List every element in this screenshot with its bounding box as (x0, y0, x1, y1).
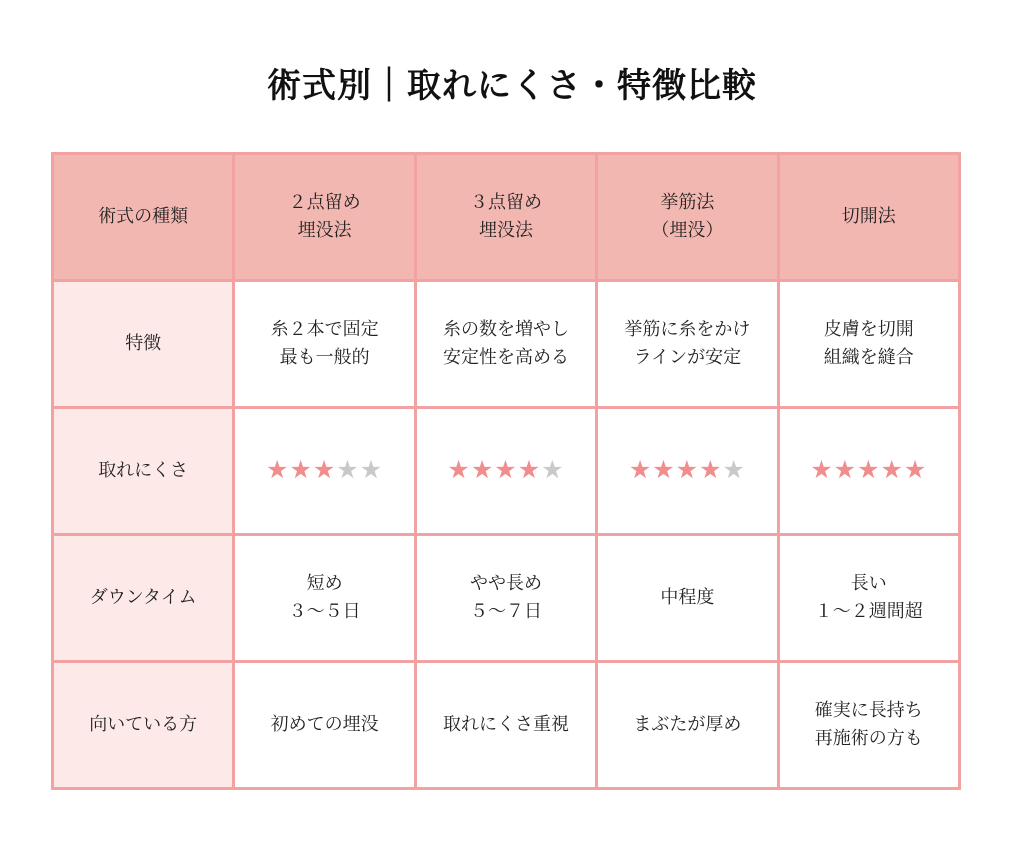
star-filled-icon: ★ (810, 455, 834, 484)
star-filled-icon: ★ (880, 455, 904, 484)
star-filled-icon: ★ (266, 455, 290, 484)
column-header: 切開法 (778, 154, 959, 281)
star-filled-icon: ★ (675, 455, 700, 484)
star-filled-icon: ★ (312, 455, 337, 484)
suited-for-cell: 初めての埋没 (234, 662, 415, 789)
feature-cell: 皮膚を切開 組織を縫合 (778, 281, 959, 408)
table-row (53, 281, 960, 408)
star-rating (629, 455, 746, 484)
rating-cell (778, 408, 959, 535)
row-header-features: 特徴 (53, 281, 234, 408)
star-rating (266, 455, 383, 484)
table-row (53, 535, 960, 662)
star-rating (447, 455, 564, 484)
star-filled-icon: ★ (289, 455, 313, 484)
downtime-cell: 長い １〜２週間超 (778, 535, 959, 662)
column-header: ２点留め 埋没法 (234, 154, 415, 281)
table-header-row (53, 154, 960, 281)
corner-header: 術式の種類 (53, 154, 234, 281)
row-header-suited-for: 向いている方 (53, 662, 234, 789)
feature-cell: 糸の数を増やし 安定性を高める (415, 281, 596, 408)
page-title: 術式別｜取れにくさ・特徴比較 (267, 66, 757, 106)
table-row (53, 408, 960, 535)
star-empty-icon: ★ (359, 455, 384, 484)
downtime-cell: 短め ３〜５日 (234, 535, 415, 662)
star-filled-icon: ★ (470, 455, 495, 484)
star-filled-icon: ★ (699, 455, 723, 484)
suited-for-cell: まぶたが厚め (597, 662, 778, 789)
comparison-table (51, 152, 961, 790)
table-row (53, 662, 960, 789)
column-header: ３点留め 埋没法 (415, 154, 596, 281)
rating-cell (234, 408, 415, 535)
column-header: 挙筋法 （埋没） (597, 154, 778, 281)
row-header-downtime: ダウンタイム (53, 535, 234, 662)
suited-for-cell: 取れにくさ重視 (415, 662, 596, 789)
feature-cell: 挙筋に糸をかけ ラインが安定 (597, 281, 778, 408)
star-filled-icon: ★ (833, 455, 858, 484)
star-empty-icon: ★ (541, 455, 565, 484)
downtime-cell: 中程度 (597, 535, 778, 662)
rating-cell (415, 408, 596, 535)
feature-cell: 糸２本で固定 最も一般的 (234, 281, 415, 408)
star-filled-icon: ★ (494, 455, 518, 484)
downtime-cell: やや長め ５〜７日 (415, 535, 596, 662)
star-filled-icon: ★ (652, 455, 676, 484)
star-filled-icon: ★ (628, 455, 653, 484)
row-header-durability: 取れにくさ (53, 408, 234, 535)
star-empty-icon: ★ (722, 455, 746, 484)
star-filled-icon: ★ (857, 455, 881, 484)
star-filled-icon: ★ (517, 455, 542, 484)
star-filled-icon: ★ (447, 455, 471, 484)
star-filled-icon: ★ (903, 455, 928, 484)
star-rating (810, 455, 927, 484)
rating-cell (597, 408, 778, 535)
star-empty-icon: ★ (336, 455, 360, 484)
suited-for-cell: 確実に長持ち 再施術の方も (778, 662, 959, 789)
